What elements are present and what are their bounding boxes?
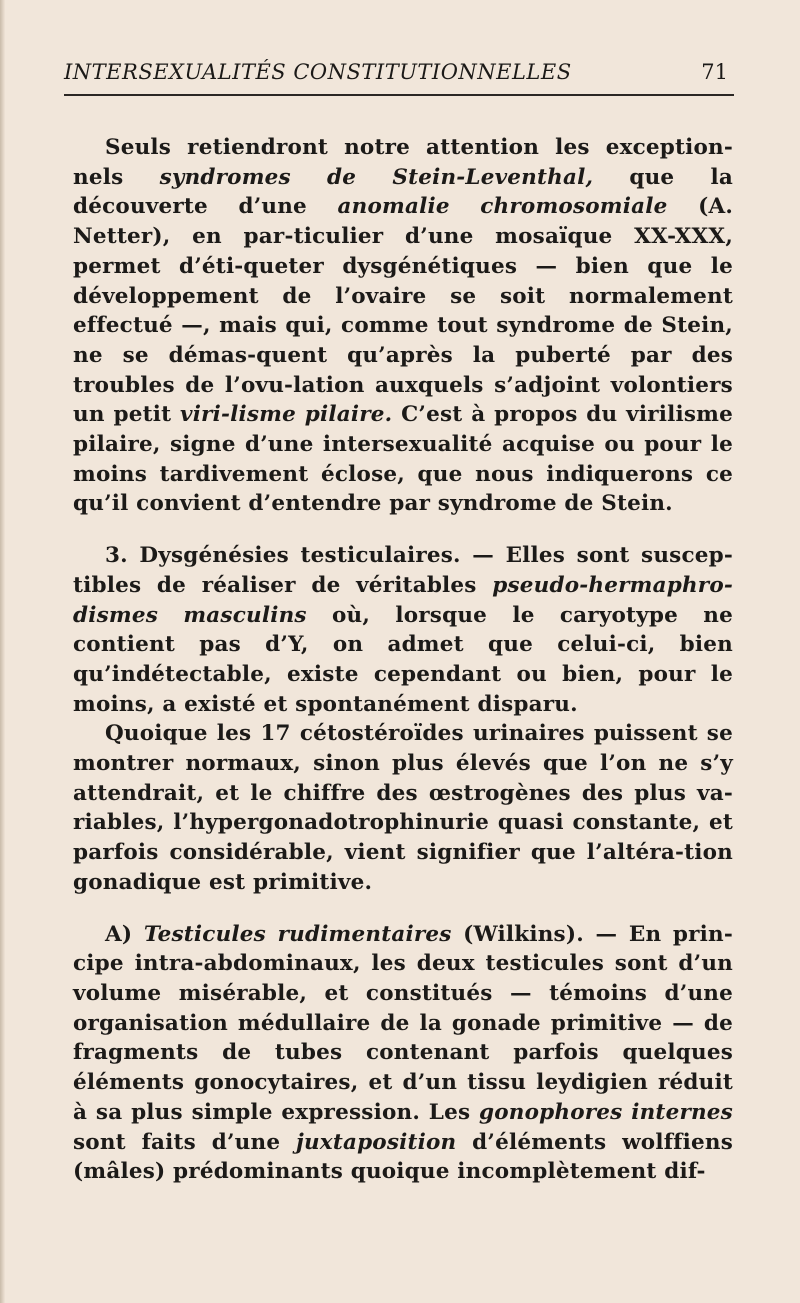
paragraph-stein-leventhal bbox=[73, 133, 733, 519]
italic-run: pseudo-hermaphro-dismes masculins bbox=[73, 572, 733, 628]
header-rule bbox=[64, 94, 734, 96]
italic-run: anomalie chromosomiale bbox=[337, 194, 668, 220]
paragraph-cetosteroides bbox=[73, 719, 733, 897]
text-run: Seuls retiendront notre attention les exception-nels bbox=[73, 135, 733, 190]
page-number: 71 bbox=[701, 60, 728, 84]
italic-run: juxtaposition bbox=[295, 1129, 457, 1155]
paragraph-testicules-rudimentaires bbox=[73, 920, 733, 1187]
text-run: A) bbox=[105, 921, 144, 947]
italic-run: Testicules rudimentaires bbox=[143, 921, 452, 947]
text-run: (Wilkins). — En prin-cipe intra-abdominaux, les deux testicules sont d’un volume misérable, et constitués — témoins d’une organisation médullaire de la gonade primitive — de fragments de tubes contenant parfois quelques éléments gonocytaires, et d’un tissu leydigien réduit à sa plus simple expression. Les bbox=[73, 921, 733, 1125]
text-run: où, lorsque le caryotype ne contient pas d’Y, on admet que celui-ci, bien qu’indétectable, existe cependant ou bien, pour le moins, a existé et spontanément disparu. bbox=[73, 602, 733, 717]
italic-run: syndromes de Stein-Leventhal, bbox=[159, 164, 594, 190]
page-edge-shadow bbox=[0, 0, 5, 1303]
text-run: 3. Dysgénésies testiculaires. — Elles sont suscep-tibles de réaliser de véritables bbox=[73, 543, 733, 598]
running-title: INTERSEXUALITÉS CONSTITUTIONNELLES bbox=[64, 60, 572, 84]
text-run: que la découverte d’une bbox=[73, 164, 733, 220]
text-run: sont faits d’une bbox=[73, 1129, 296, 1155]
text-run: C’est à propos du virilisme pilaire, signe d’une intersexualité acquise ou pour le moins tardivement éclose, que nous indiquerons ce qu’il convient d’entendre par syndrome de Stein. bbox=[73, 402, 733, 517]
text-run: (A. Netter), en par-ticulier d’une mosaïque XX-XXX, permet d’éti-queter dysgénétiques — bien que le développement de l’ovaire se soit normalement effectué —, mais qui, comme tout syndrome de Stein, ne se démas-quent qu’après la puberté par des troubles de l’ovu-lation auxquels s’adjoint volontiers un petit bbox=[73, 194, 734, 428]
italic-run: viri-lisme pilaire. bbox=[180, 402, 393, 428]
paragraph-dysgenesies-testiculaires bbox=[73, 541, 733, 719]
text-run: Quoique les 17 cétostéroïdes urinaires puissent se montrer normaux, sinon plus élevés que l’on ne s’y attendrait, et le chiffre des œstrogènes des plus va-riables, l’hypergonadotrophinurie quasi constante, et parfois considérable, vient signifier que l’altéra-tion gonadique est primitive. bbox=[73, 721, 733, 895]
running-header bbox=[64, 60, 732, 92]
italic-run: gonophores internes bbox=[479, 1099, 733, 1125]
text-run: d’éléments wolffiens (mâles) prédominants quoique incomplètement dif- bbox=[73, 1129, 733, 1185]
body-text bbox=[73, 133, 733, 1187]
